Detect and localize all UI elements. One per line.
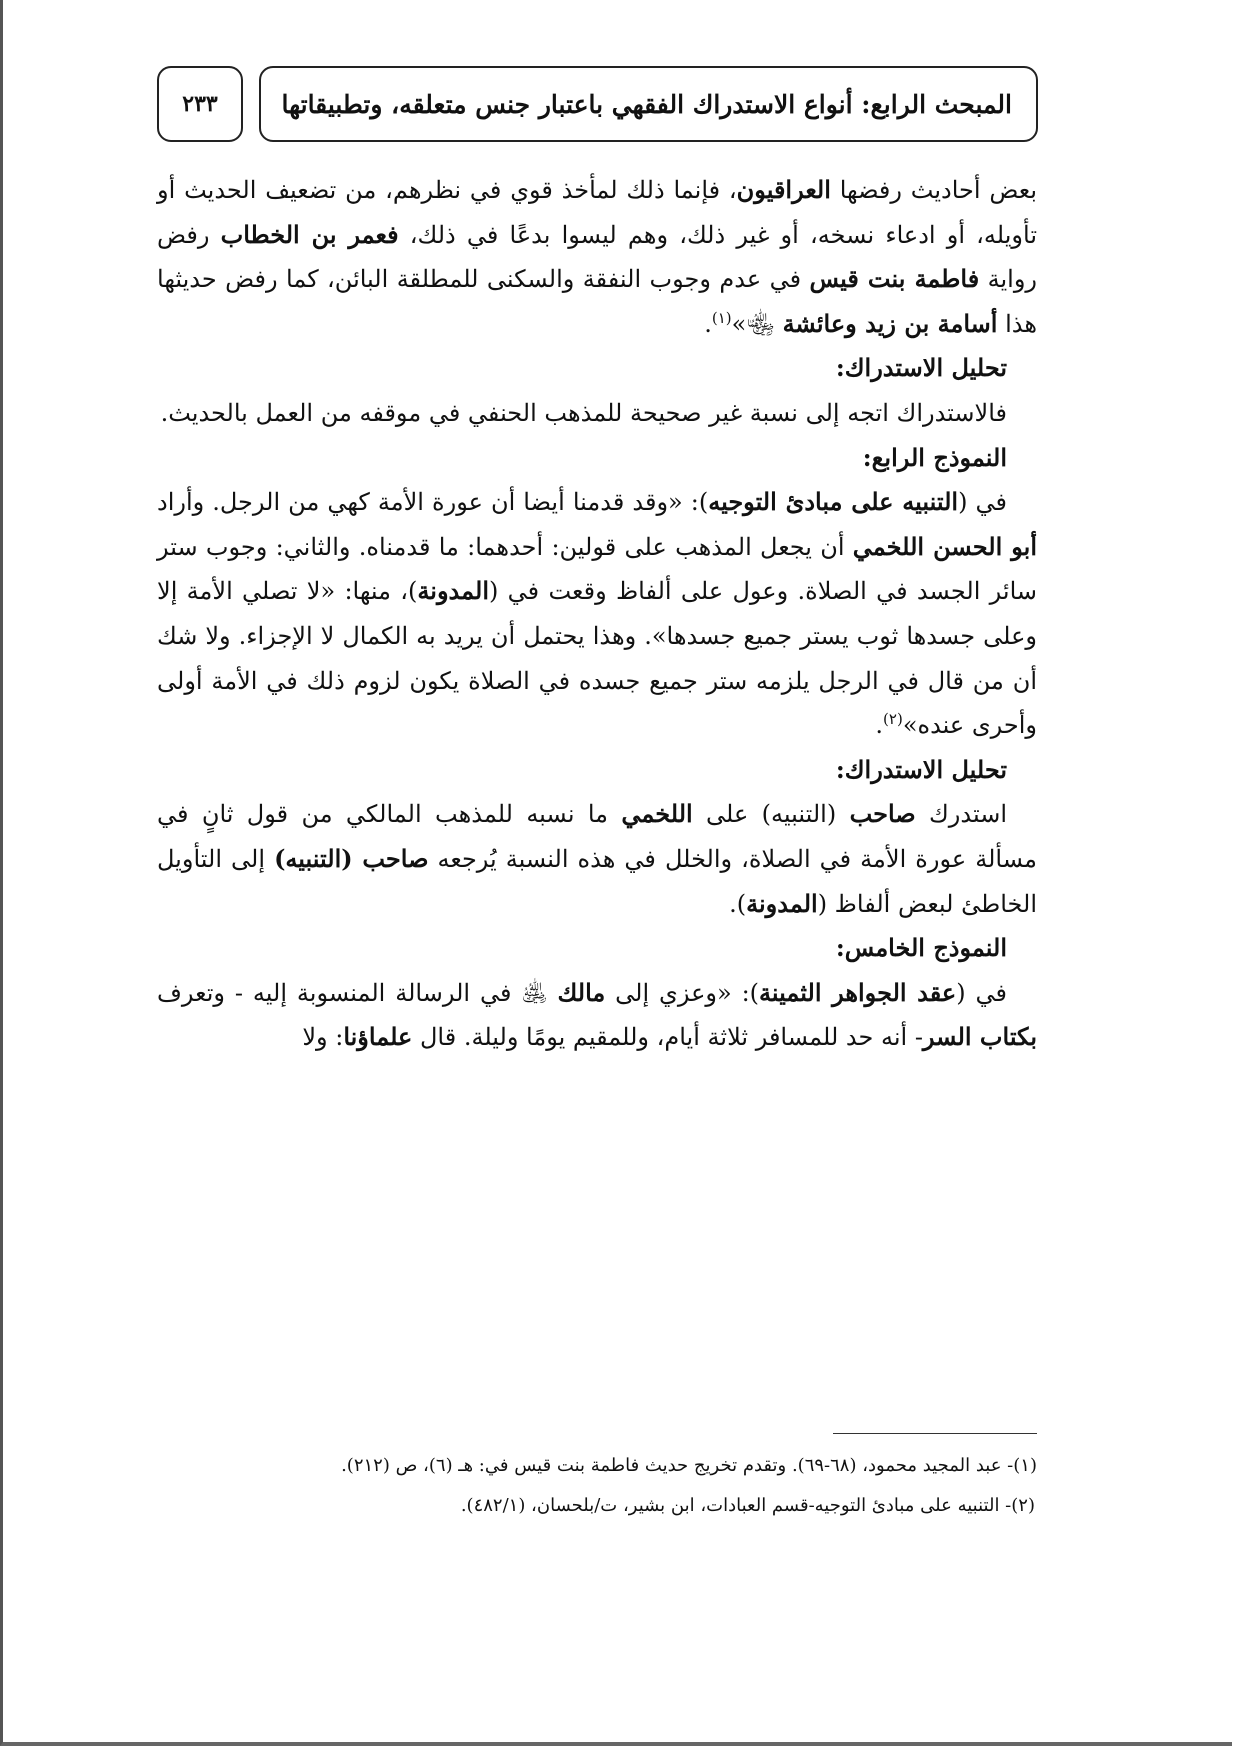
text-run: . xyxy=(704,309,712,338)
bold-title: عقد الجواهر الثمينة xyxy=(759,977,957,1007)
footnote-ref-1[interactable]: (١) xyxy=(711,308,732,327)
text-run: ، فإنما ذلك لمأخذ قوي في نظرهم، من تضعيف الحديث أو تأويله، أو ادعاء نسخه، أو غير ذلك، وهم ليسوا بدعًا في ذلك، xyxy=(157,176,1038,249)
footnotes xyxy=(157,1448,1037,1524)
bold-name: صاحب (التنبيه) xyxy=(274,843,429,873)
text-run: إلى التأويل الخاطئ لبعض ألفاظ ( xyxy=(157,844,1037,918)
page-number-box xyxy=(157,66,243,142)
paragraph-4 xyxy=(157,792,1037,926)
bold-name: فعمر بن الخطاب xyxy=(220,219,399,249)
bold-name: العراقيون xyxy=(736,175,831,204)
paragraph-3 xyxy=(157,480,1037,748)
text-run: في عدم وجوب النفقة والسكنى للمطلقة البائن، كما رفض حديثها هذا xyxy=(157,265,1037,338)
text-run: استدرك xyxy=(915,800,1007,829)
bold-name: علماؤنا xyxy=(343,1022,413,1052)
text-run: : ولا xyxy=(302,1023,344,1052)
running-header-box xyxy=(259,66,1038,142)
text-run: ﵁ في الرسالة المنسوبة إليه - وتعرف xyxy=(157,978,558,1007)
bold-name: أسامة بن زيد وعائشة xyxy=(782,308,998,338)
text-run: (التنبيه) على xyxy=(692,800,850,829)
text-run: رفض رواية xyxy=(157,220,1038,294)
section-heading-model-5: النموذج الخامس: xyxy=(835,933,1007,963)
text-run: بعض أحاديث رفضها xyxy=(830,176,1037,204)
text-run: - أنه حد للمسافر ثلاثة أيام، وللمقيم يومًا وليلة. قال xyxy=(412,1023,923,1052)
section-heading-model-4: النموذج الرابع: xyxy=(862,442,1007,472)
bold-name: صاحب xyxy=(849,799,916,829)
bold-name: اللخمي xyxy=(621,799,693,829)
bold-title: المدونة xyxy=(417,576,490,606)
bold-name: أبو الحسن اللخمي xyxy=(852,531,1038,561)
footnote-1: (١)- عبد المجيد محمود، (٦٨-٦٩). وتقدم تخريج حديث فاطمة بنت قيس في: هـ (٦)، ص (٢١٢). xyxy=(341,1455,1037,1476)
paragraph-2: فالاستدراك اتجه إلى نسبة غير صحيحة للمذهب الحنفي في موقفه من العمل بالحديث. xyxy=(160,398,1007,427)
footnote-divider xyxy=(833,1433,1037,1434)
paragraph-1 xyxy=(157,168,1037,346)
text-run: ما نسبه للمذهب المالكي من قول ثانٍ في مسألة عورة الأمة في الصلاة، والخلل في هذه النسبة يُرجعه xyxy=(157,800,1037,873)
text-run: في ( xyxy=(956,978,1007,1007)
text-run: ): «وقد قدمنا أيضا أن عورة الأمة كهي من الرجل. وأراد xyxy=(157,488,709,517)
text-run: في ( xyxy=(958,488,1007,517)
text-run: ﵄» xyxy=(731,309,783,338)
text-run: ). xyxy=(729,889,747,918)
footnote-ref-2[interactable]: (٢) xyxy=(883,710,903,729)
text-run: )، منها: «لا تصلي الأمة إلا وعلى جسدها ثوب يستر جميع جسدها». وهذا يحتمل أن يريد به الكمال لا الإجزاء. ولا شك أن من قال في الرجل يلزمه ستر جميع جسده في الصلاة يكون لزوم ذلك في الأمة أولى وأحرى عنده» xyxy=(157,577,1037,740)
bold-title: المدونة xyxy=(746,888,818,918)
bold-name: فاطمة بنت قيس xyxy=(809,264,980,294)
bold-name: مالك xyxy=(557,977,606,1007)
page-number: ٢٣٣ xyxy=(182,91,218,117)
text-run: أن يجعل المذهب على قولين: أحدهما: ما قدمناه. والثاني: وجوب ستر سائر الجسد في الصلاة. وعول على ألفاظ وقعت في ( xyxy=(157,532,1038,606)
text-run: ): «وعزي إلى xyxy=(605,978,760,1007)
section-heading-analysis-1: تحليل الاستدراك: xyxy=(835,353,1007,383)
section-heading-analysis-2: تحليل الاستدراك: xyxy=(835,754,1007,784)
bold-title: بكتاب السر xyxy=(922,1022,1037,1052)
running-header-title: المبحث الرابع: أنواع الاستدراك الفقهي باعتبار جنس متعلقه، وتطبيقاتها xyxy=(281,89,1012,119)
paragraph-5 xyxy=(157,971,1037,1060)
bold-title: التنبيه على مبادئ التوجيه xyxy=(708,487,959,517)
main-text xyxy=(157,168,1037,1060)
text-run: . xyxy=(875,711,884,740)
footnote-2: (٢)- التنبيه على مبادئ التوجيه-قسم العبادات، ابن بشير، ت/بلحسان، (٤٨٢/١). xyxy=(460,1495,1035,1516)
